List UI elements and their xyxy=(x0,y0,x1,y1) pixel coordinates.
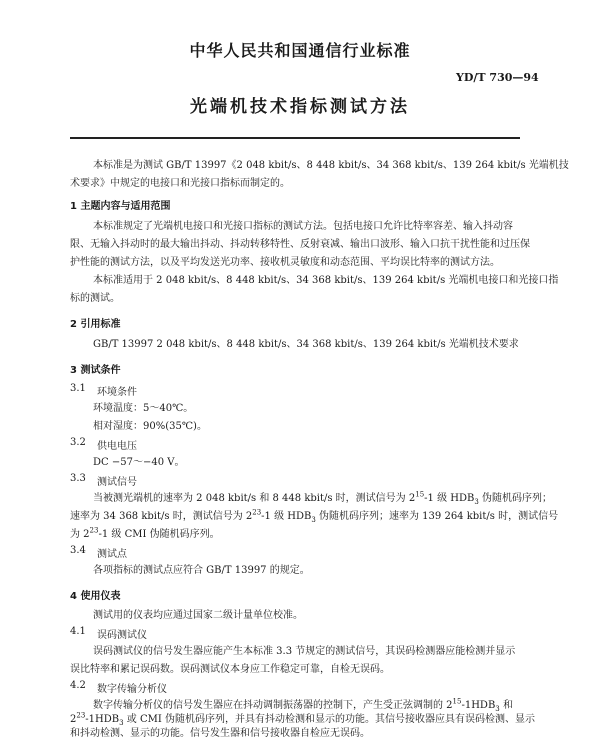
document-title: 光端机技术指标测试方法 xyxy=(190,97,410,117)
sub-3-1-title: 环境条件 xyxy=(97,387,137,398)
sub-4-2-title: 数字传输分析仪 xyxy=(97,684,167,695)
sec1-p1-line-1: 本标准规定了光端机电接口和光接口指标的测试方法。包括电接口允许比特率容差、输入抖动容 xyxy=(93,221,513,232)
sub-4-1-title: 误码测试仪 xyxy=(97,630,147,641)
reference-standard: GB/T 13997 2 048 kbit/s、8 448 kbit/s、34 368 kbit/s、139 264 kbit/s 光端机技术要求 xyxy=(93,339,519,350)
section-4-heading: 4 使用仪表 xyxy=(70,591,121,602)
sub-3-4-number: 3.4 xyxy=(70,545,86,556)
instrument-calibration: 测试用的仪表均应通过国家二级计量单位校准。 xyxy=(93,610,303,621)
sec1-p1-line-3: 护性能的测试方法，以及平均发送光功率、接收机灵敏度和动态范围、平均误比特率的测试方法。 xyxy=(70,257,500,268)
sec4-2-line-2: $2^{23}-1HDB_3$ 或 CMI 伪随机码序列，并具有抖动检测和显示的功能。其信号接收器应具有误码检测、显示 xyxy=(70,711,535,727)
sub-3-4-title: 测试点 xyxy=(97,549,127,560)
sec4-2-line-3: 和抖动检测、显示的功能。信号发生器和信号接收器自检应无误码。 xyxy=(70,728,370,739)
sec4-2-line-1: 数字传输分析仪的信号发生器应在抖动调制振荡器的控制下，产生受正弦调制的 $2^{15}-1HDB_3$ 和 xyxy=(93,697,513,713)
title-divider xyxy=(70,137,520,139)
sub-3-1-number: 3.1 xyxy=(70,383,86,394)
intro-line-1: 本标准是为测试 GB/T 13997《2 048 kbit/s、8 448 kbit/s、34 368 kbit/s、139 264 kbit/s 光端机技 xyxy=(93,160,569,171)
test-signal-line-1: 当被测光端机的速率为 2 048 kbit/s 和 8 448 kbit/s 时，测试信号为 $2^{15}-1$ 级 $HDB_3$ 伪随机码序列； xyxy=(93,490,552,506)
sec1-p2-line-2: 标的测试。 xyxy=(70,293,120,304)
supply-voltage: DC −57～−40 V。 xyxy=(93,457,185,468)
standard-code: YD/T 730—94 xyxy=(456,71,539,84)
sub-3-3-title: 测试信号 xyxy=(97,477,137,488)
sub-3-2-number: 3.2 xyxy=(70,437,86,448)
sec4-1-line-1: 误码测试仪的信号发生器应能产生本标准 3.3 节规定的测试信号，其误码检测器应能检测并显示 xyxy=(93,646,516,657)
sub-4-1-number: 4.1 xyxy=(70,626,86,637)
sec1-p2-line-1: 本标准适用于 2 048 kbit/s、8 448 kbit/s、34 368 kbit/s、139 264 kbit/s 光端机电接口和光接口指 xyxy=(93,275,559,286)
test-signal-line-3: 为 $2^{23}-1$ 级 CMI 伪随机码序列。 xyxy=(70,526,220,540)
sec4-1-line-2: 误比特率和累记误码数。误码测试仪本身应工作稳定可靠，自检无误码。 xyxy=(70,664,390,675)
relative-humidity: 相对湿度：90%(35℃)。 xyxy=(93,421,207,432)
intro-line-2: 术要求》中规定的电接口和光接口指标而制定的。 xyxy=(70,178,290,189)
test-points: 各项指标的测试点应符合 GB/T 13997 的规定。 xyxy=(93,565,310,576)
section-2-heading: 2 引用标准 xyxy=(70,319,121,330)
sub-3-2-title: 供电电压 xyxy=(97,441,137,452)
section-3-heading: 3 测试条件 xyxy=(70,365,121,376)
sub-3-3-number: 3.3 xyxy=(70,473,86,484)
sec1-p1-line-2: 限、无输入抖动时的最大输出抖动、抖动转移特性、反射衰减、输出口波形、输入口抗干扰性能和过压保 xyxy=(70,239,530,250)
ambient-temperature: 环境温度：5～40℃。 xyxy=(93,403,194,414)
sub-4-2-number: 4.2 xyxy=(70,680,86,691)
standard-org-title: 中华人民共和国通信行业标准 xyxy=(189,41,411,60)
test-signal-line-2: 速率为 34 368 kbit/s 时，测试信号为 $2^{23}-1$ 级 $HDB_3$ 伪随机码序列；速率为 139 264 kbit/s 时，测试信号 xyxy=(70,508,559,524)
section-1-heading: 1 主题内容与适用范围 xyxy=(70,201,171,212)
